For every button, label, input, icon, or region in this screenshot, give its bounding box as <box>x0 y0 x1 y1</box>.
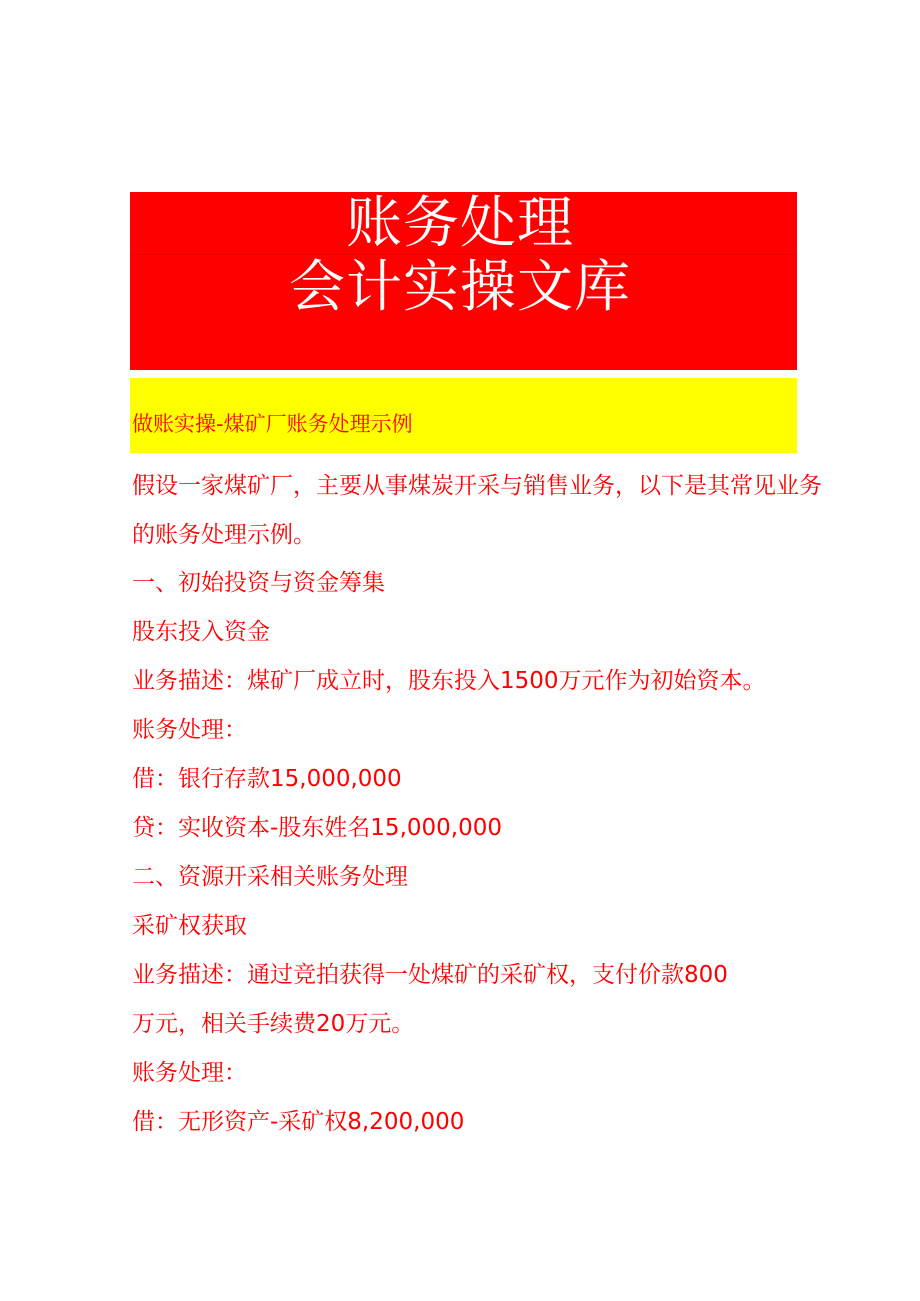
accounting-treatment-label-1: 账务处理： <box>132 717 247 743</box>
debit-entry-2: 借：无形资产-采矿权8,200,000 <box>132 1109 465 1135</box>
section-bar-label: 做账实操-煤矿厂账务处理示例 <box>132 412 413 436</box>
business-description-2-line-1: 业务描述：通过竞拍获得一处煤矿的采矿权，支付价款800 <box>132 962 728 988</box>
debit-entry-1: 借：银行存款15,000,000 <box>132 766 402 792</box>
body-paragraph-line-2: 的账务处理示例。 <box>132 522 316 548</box>
banner-subtitle-text: 会计实操文库 <box>289 255 631 320</box>
banner-title <box>0 192 920 256</box>
business-description-2-line-2: 万元，相关手续费20万元。 <box>132 1011 415 1037</box>
subheading-shareholder-capital: 股东投入资金 <box>132 619 270 645</box>
banner-subtitle <box>0 256 920 320</box>
section-bar <box>130 378 797 453</box>
subheading-mining-rights: 采矿权获取 <box>132 913 247 939</box>
credit-entry-1: 贷：实收资本-股东姓名15,000,000 <box>132 815 502 841</box>
accounting-treatment-label-2: 账务处理： <box>132 1060 247 1086</box>
heading-resource-mining: 二、资源开采相关账务处理 <box>132 864 408 890</box>
body-paragraph-line-1: 假设一家煤矿厂，主要从事煤炭开采与销售业务，以下是其常见业务 <box>132 473 822 499</box>
banner-title-text: 账务处理 <box>346 191 574 256</box>
heading-initial-investment: 一、初始投资与资金筹集 <box>132 570 385 596</box>
business-description-1: 业务描述：煤矿厂成立时，股东投入1500万元作为初始资本。 <box>132 668 766 694</box>
